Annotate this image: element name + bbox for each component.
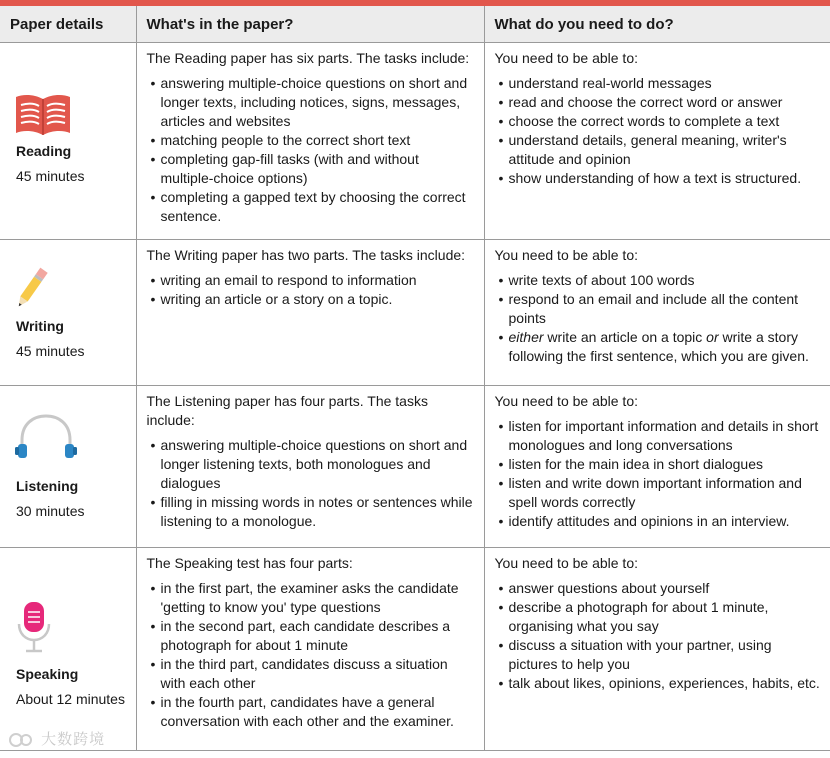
list-item: • writing an email to respond to information [147, 271, 476, 290]
or-word: or [706, 328, 719, 345]
list-item: • choose the correct words to complete a text [495, 112, 823, 131]
paper-cell-writing [0, 239, 136, 385]
table-row-writing [0, 239, 830, 385]
skills-cell-reading [484, 42, 830, 239]
content-list [147, 579, 476, 731]
either-mid-text: write an article on a topic [543, 328, 707, 345]
skills-intro: You need to be able to: [494, 49, 638, 66]
paper-time-listening: 30 minutes [16, 502, 85, 519]
content-intro: The Listening paper has four parts. The tasks include: [146, 392, 428, 428]
list-item: • matching people to the correct short text [147, 131, 476, 150]
microphone-icon [14, 600, 54, 656]
content-list [147, 74, 476, 226]
watermark [8, 728, 105, 749]
list-item: • answer questions about yourself [495, 579, 823, 598]
skills-cell-speaking [484, 547, 830, 750]
list-item: • understand details, general meaning, writer's attitude and opinion [495, 131, 823, 169]
table-row-reading [0, 42, 830, 239]
list-item: • answering multiple-choice questions on short and longer listening texts, both monologues and dialogues [147, 436, 476, 493]
list-item: • talk about likes, opinions, experiences, habits, etc. [495, 674, 823, 693]
list-item: • in the first part, the examiner asks the candidate 'getting to know you' type questions [147, 579, 476, 617]
paper-name-reading: Reading [16, 142, 72, 159]
list-item: • show understanding of how a text is structured. [495, 169, 823, 188]
list-item: • completing gap-fill tasks (with and without multiple-choice options) [147, 150, 476, 188]
table-row-speaking [0, 547, 830, 750]
list-item: • in the fourth part, candidates have a general conversation with each other and the examiner. [147, 693, 476, 731]
paper-time-speaking: About 12 minutes [16, 690, 125, 707]
headphones-icon [14, 412, 78, 462]
list-item: • writing an article or a story on a topic. [147, 290, 476, 309]
skills-intro: You need to be able to: [494, 246, 638, 263]
content-list [147, 271, 476, 309]
content-intro: The Writing paper has two parts. The tasks include: [146, 246, 466, 263]
header-whats-in-paper: What's in the paper? [136, 6, 484, 42]
list-item: • in the second part, each candidate describes a photograph for about 1 minute [147, 617, 476, 655]
skills-list [495, 417, 823, 531]
book-icon [14, 93, 72, 137]
table-header-row [0, 6, 830, 42]
list-item: • identify attitudes and opinions in an interview. [495, 512, 823, 531]
skills-list [495, 579, 823, 693]
content-cell-listening [136, 385, 484, 547]
pencil-icon [14, 264, 48, 312]
list-item: • listen and write down important information and spell words correctly [495, 474, 823, 512]
skills-intro: You need to be able to: [494, 392, 638, 409]
paper-time-writing: 45 minutes [16, 342, 85, 359]
content-intro: The Speaking test has four parts: [146, 554, 353, 571]
either-word: either [508, 328, 544, 345]
list-item: • read and choose the correct word or answer [495, 93, 823, 112]
header-paper-details: Paper details [0, 6, 136, 42]
content-list [147, 436, 476, 531]
paper-cell-speaking [0, 547, 136, 750]
either-end-text: write a story following the first sentence, which you are given. [508, 328, 809, 364]
paper-name-listening: Listening [16, 477, 79, 494]
skills-cell-listening [484, 385, 830, 547]
skills-list [495, 271, 823, 366]
content-cell-reading [136, 42, 484, 239]
list-item: • describe a photograph for about 1 minute, organising what you say [495, 598, 823, 636]
list-item: • filling in missing words in notes or sentences while listening to a monologue. [147, 493, 476, 531]
skills-intro: You need to be able to: [494, 554, 638, 571]
exam-details-table [0, 6, 830, 751]
list-item: • respond to an email and include all the content points [495, 290, 823, 328]
paper-cell-listening [0, 385, 136, 547]
skills-cell-writing [484, 239, 830, 385]
content-cell-writing [136, 239, 484, 385]
paper-cell-reading [0, 42, 136, 239]
paper-name-writing: Writing [16, 317, 64, 334]
paper-name-speaking: Speaking [16, 665, 79, 682]
list-item: • understand real-world messages [495, 74, 823, 93]
list-item [495, 328, 823, 366]
content-cell-speaking [136, 547, 484, 750]
watermark-logo-icon [8, 731, 36, 749]
list-item: • write texts of about 100 words [495, 271, 823, 290]
list-item: • listen for the main idea in short dialogues [495, 455, 823, 474]
list-item: • completing a gapped text by choosing the correct sentence. [147, 188, 476, 226]
header-what-to-do: What do you need to do? [484, 6, 830, 42]
list-item: • answering multiple-choice questions on short and longer texts, including notices, signs, messages, articles and websites [147, 74, 476, 131]
list-item: • in the third part, candidates discuss a situation with each other [147, 655, 476, 693]
content-intro: The Reading paper has six parts. The tasks include: [146, 49, 470, 66]
table-row-listening [0, 385, 830, 547]
skills-list [495, 74, 823, 188]
watermark-text: 大数跨境 [41, 731, 106, 748]
list-item: • listen for important information and details in short monologues and long conversations [495, 417, 823, 455]
paper-time-reading: 45 minutes [16, 167, 85, 184]
list-item: • discuss a situation with your partner, using pictures to help you [495, 636, 823, 674]
